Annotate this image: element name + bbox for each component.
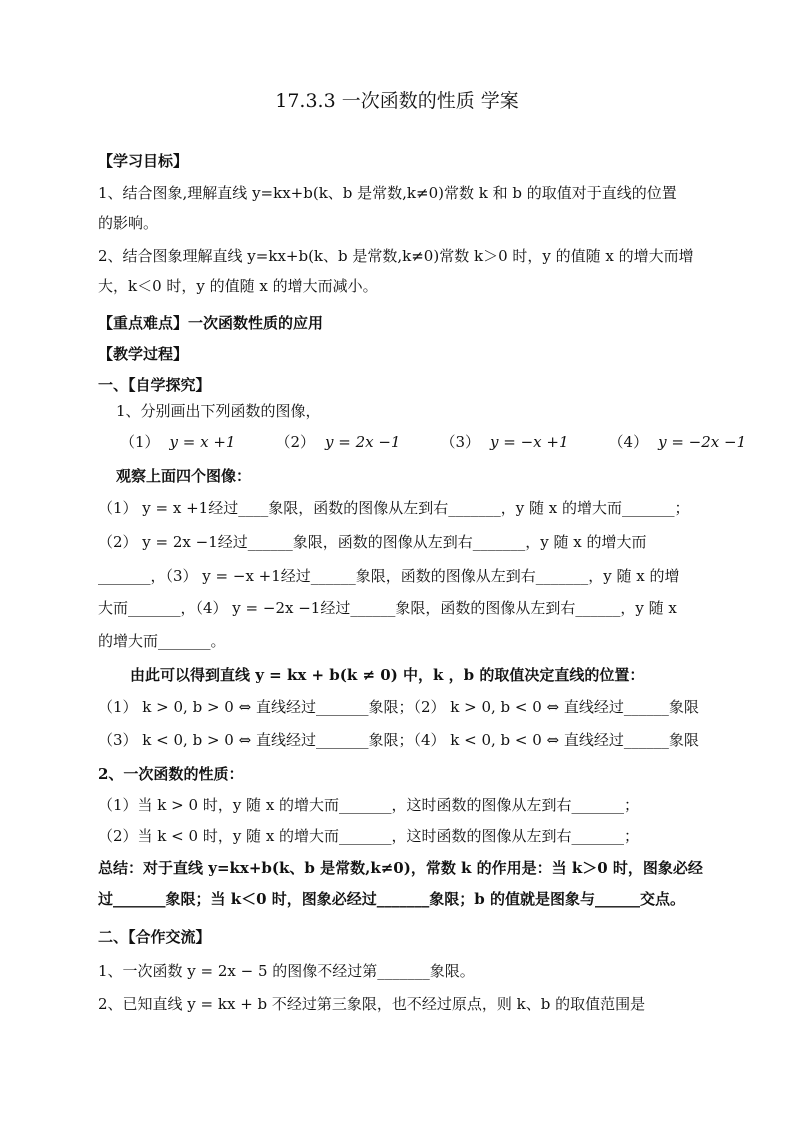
condition-line-1: （1） k > 0, b > 0 ⇔ 直线经过_______象限；（2） k > 0, b < 0 ⇔ 直线经过______象限 [98, 698, 699, 716]
observation-line-4: 大而_______，（4） y = −2x −1经过______象限，函数的图像从左到右______，y 随 x [98, 599, 677, 617]
observation-line-1: （1） y = x +1经过____象限，函数的图像从左到右_______，y 随 x 的增大而_______； [98, 499, 690, 517]
section2-heading: 二、【合作交流】 [98, 928, 211, 946]
objective-2-line-1: 2、结合图象理解直线 y=kx+b(k、b 是常数,k≠0)常数 k＞0 时，y 的值随 x 的增大而增 [98, 247, 694, 265]
observation-line-3: _______，（3） y = −x +1经过______象限，函数的图像从左到右_______，y 随 x 的增 [98, 567, 680, 585]
observation-line-5: 的增大而_______。 [98, 632, 226, 650]
summary-line-2: 过_______象限；当 k＜0 时，图象必经过_______象限；b 的值就是图象与______交点。 [98, 890, 685, 908]
question-1: 1、一次函数 y = 2x − 5 的图像不经过第_______象限。 [98, 962, 475, 980]
observe-heading: 观察上面四个图像： [116, 467, 252, 485]
property-line-1: （1）当 k > 0 时，y 随 x 的增大而_______，这时函数的图像从左到右_______； [98, 796, 640, 814]
objective-1-line-1: 1、结合图象,理解直线 y=kx+b(k、b 是常数,k≠0)常数 k 和 b 的取值对于直线的位置 [98, 184, 677, 202]
property-line-2: （2）当 k < 0 时，y 随 x 的增大而_______，这时函数的图像从左到右_______； [98, 827, 640, 845]
objectives-heading: 【学习目标】 [98, 152, 189, 170]
condition-line-2: （3） k < 0, b > 0 ⇔ 直线经过_______象限；（4） k < 0, b < 0 ⇔ 直线经过______象限 [98, 731, 699, 749]
properties-heading: 2、一次函数的性质： [98, 765, 244, 783]
key-points: 【重点难点】一次函数性质的应用 [98, 314, 324, 332]
section1-heading: 一、【自学探究】 [98, 376, 211, 394]
section1-task: 1、分别画出下列函数的图像， [116, 402, 321, 420]
summary-line-1: 总结：对于直线 y=kx+b(k、b 是常数,k≠0)，常数 k 的作用是：当 k＞0 时，图象必经 [98, 859, 703, 877]
objective-2-line-2: 大，k＜0 时，y 的值随 x 的增大而减小。 [98, 277, 378, 295]
function-list [120, 431, 786, 453]
function-item: （1） y = x +1 [120, 433, 236, 451]
function-item: （2） y = 2x −1 [275, 433, 401, 451]
function-item: （3） y = −x +1 [440, 433, 569, 451]
conclusion: 由此可以得到直线 y = kx + b(k ≠ 0) 中，k ，b 的取值决定直线的位置： [130, 666, 645, 684]
function-item: （4） y = −2x −1 [608, 433, 747, 451]
process-heading: 【教学过程】 [98, 345, 189, 363]
objective-1-line-2: 的影响。 [98, 214, 159, 232]
question-2: 2、已知直线 y = kx + b 不经过第三象限，也不经过原点，则 k、b 的取值范围是 [98, 995, 646, 1013]
observation-line-2: （2） y = 2x −1经过______象限，函数的图像从左到右_______，y 随 x 的增大而 [98, 533, 647, 551]
page-title: 17.3.3 一次函数的性质 学案 [275, 90, 519, 112]
